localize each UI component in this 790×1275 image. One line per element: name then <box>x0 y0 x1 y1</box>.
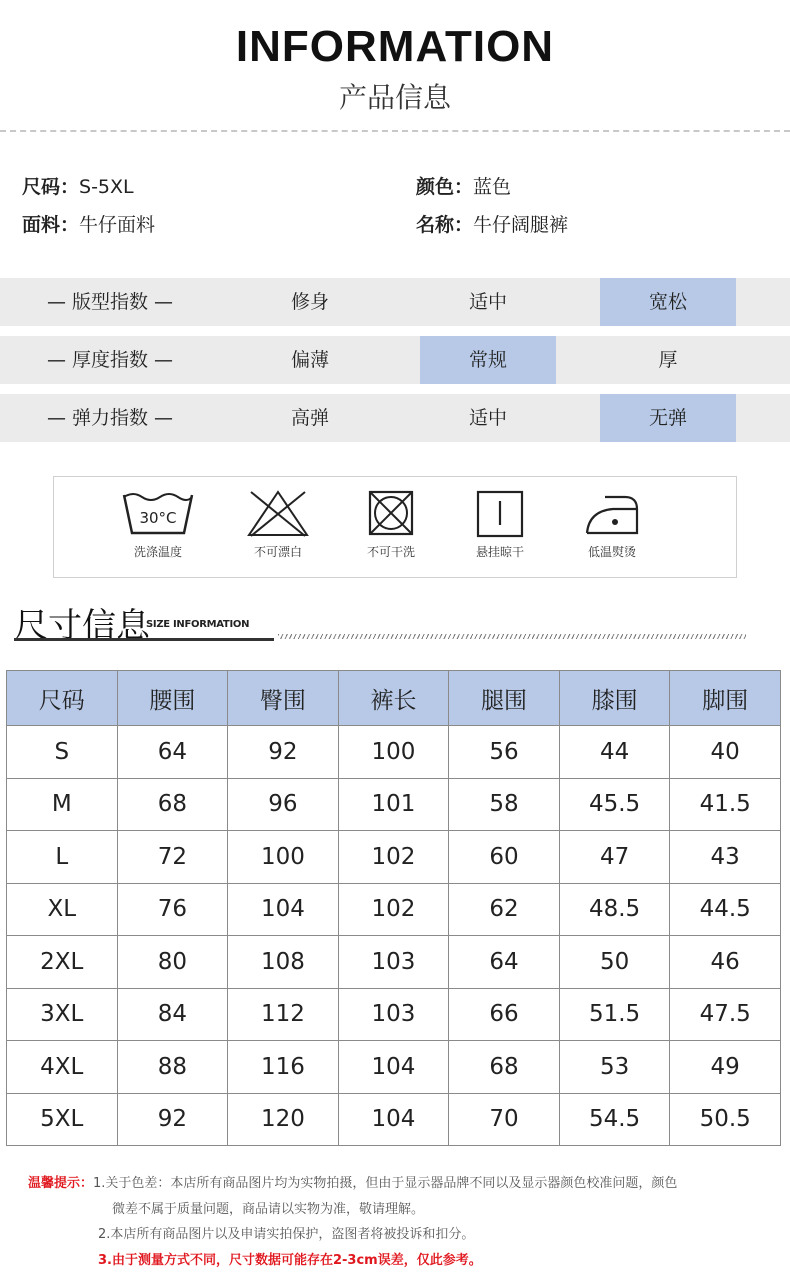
table-header-row <box>7 671 781 726</box>
size-cell: 4XL <box>7 1041 118 1094</box>
measurement-cell: 76 <box>117 883 228 936</box>
measurement-cell: 103 <box>338 988 449 1041</box>
notes-label: 温馨提示： <box>28 1176 94 1191</box>
measurement-cell: 101 <box>338 778 449 831</box>
rating-option: 修身 <box>290 291 329 313</box>
measurement-cell: 47.5 <box>670 988 781 1041</box>
measurement-cell: 112 <box>228 988 339 1041</box>
table-row <box>7 1093 781 1146</box>
measurement-cell: 102 <box>338 883 449 936</box>
measurement-cell: 80 <box>117 936 228 989</box>
info-key: 颜色： <box>416 176 474 198</box>
no-dry-clean-icon <box>358 489 424 539</box>
measurement-cell: 68 <box>449 1041 560 1094</box>
measurement-cell: 84 <box>117 988 228 1041</box>
info-key: 面料： <box>22 214 80 236</box>
info-value: 蓝色 <box>473 176 512 198</box>
column-header: 脚围 <box>670 671 781 726</box>
measurement-cell: 66 <box>449 988 560 1041</box>
rating-option: 适中 <box>468 407 507 429</box>
size-cell: 3XL <box>7 988 118 1041</box>
care-label: 不可漂白 <box>253 545 302 559</box>
size-section-title: 尺寸信息 <box>14 606 150 646</box>
info-name <box>416 210 568 237</box>
column-header: 腿围 <box>449 671 560 726</box>
rating-option: 适中 <box>468 291 507 313</box>
rating-thickness <box>0 336 790 384</box>
measurement-cell: 92 <box>228 726 339 779</box>
rating-label: — 版型指数 — <box>46 291 174 313</box>
rating-option: 无弹 <box>600 394 736 442</box>
care-label: 悬挂晾干 <box>475 545 524 559</box>
table-row <box>7 988 781 1041</box>
column-header: 腰围 <box>117 671 228 726</box>
measurement-cell: 58 <box>449 778 560 831</box>
size-cell: M <box>7 778 118 831</box>
measurement-cell: 120 <box>228 1093 339 1146</box>
care-wash <box>108 489 208 560</box>
care-dry-clean <box>341 489 441 560</box>
measurement-cell: 88 <box>117 1041 228 1094</box>
measurement-cell: 50 <box>559 936 670 989</box>
no-bleach-icon <box>245 489 311 539</box>
note-1 <box>28 1172 677 1191</box>
note-text: 1.关于色差：本店所有商品图片均为实物拍摄，但由于显示器品牌不同以及显示器颜色校准问题，颜色 <box>93 1176 678 1191</box>
measurement-cell: 103 <box>338 936 449 989</box>
table-row <box>7 726 781 779</box>
measurement-cell: 104 <box>338 1093 449 1146</box>
measurement-cell: 45.5 <box>559 778 670 831</box>
measurement-cell: 50.5 <box>670 1093 781 1146</box>
info-color <box>416 172 511 199</box>
measurement-cell: 64 <box>117 726 228 779</box>
measurement-cell: 96 <box>228 778 339 831</box>
measurement-cell: 104 <box>228 883 339 936</box>
measurement-cell: 100 <box>338 726 449 779</box>
rating-option: 高弹 <box>290 407 329 429</box>
care-label: 洗涤温度 <box>133 545 182 559</box>
info-key: 尺码： <box>22 176 80 198</box>
note-3: 3.由于测量方式不同，尺寸数据可能存在2-3cm误差，仅此参考。 <box>98 1253 482 1268</box>
measurement-cell: 62 <box>449 883 560 936</box>
measurement-cell: 102 <box>338 831 449 884</box>
rating-fit <box>0 278 790 326</box>
wash-temp-label: 30°C <box>139 509 177 527</box>
info-size <box>22 172 134 199</box>
measurement-cell: 64 <box>449 936 560 989</box>
rating-option: 厚 <box>658 349 678 371</box>
info-value: S-5XL <box>79 176 134 198</box>
size-cell: L <box>7 831 118 884</box>
info-fabric <box>22 210 155 237</box>
table-row <box>7 778 781 831</box>
measurement-cell: 70 <box>449 1093 560 1146</box>
rating-option: 偏薄 <box>290 349 329 371</box>
measurement-cell: 44 <box>559 726 670 779</box>
measurement-cell: 72 <box>117 831 228 884</box>
measurement-cell: 53 <box>559 1041 670 1094</box>
measurement-cell: 116 <box>228 1041 339 1094</box>
low-iron-icon <box>579 489 645 539</box>
rating-label: — 厚度指数 — <box>46 349 174 371</box>
measurement-cell: 54.5 <box>559 1093 670 1146</box>
measurement-cell: 104 <box>338 1041 449 1094</box>
rating-elasticity <box>0 394 790 442</box>
line-dry-icon <box>467 489 533 539</box>
measurement-cell: 68 <box>117 778 228 831</box>
column-header: 尺码 <box>7 671 118 726</box>
rating-label: — 弹力指数 — <box>46 407 174 429</box>
care-iron <box>562 489 662 560</box>
measurement-cell: 46 <box>670 936 781 989</box>
note-1-cont: 微差不属于质量问题，商品请以实物为准，敬请理解。 <box>112 1202 425 1217</box>
measurement-cell: 40 <box>670 726 781 779</box>
measurement-cell: 51.5 <box>559 988 670 1041</box>
size-cell: XL <box>7 883 118 936</box>
rating-option: 宽松 <box>600 278 736 326</box>
size-cell: S <box>7 726 118 779</box>
measurement-cell: 48.5 <box>559 883 670 936</box>
care-line-dry <box>450 489 550 560</box>
measurement-cell: 49 <box>670 1041 781 1094</box>
page-title: INFORMATION <box>235 22 555 71</box>
hatch-divider <box>278 634 746 639</box>
size-cell: 2XL <box>7 936 118 989</box>
measurement-cell: 47 <box>559 831 670 884</box>
info-value: 牛仔面料 <box>79 214 156 236</box>
table-row <box>7 831 781 884</box>
table-row <box>7 936 781 989</box>
care-label: 低温熨烫 <box>587 545 636 559</box>
page-subtitle: 产品信息 <box>338 81 451 114</box>
size-section-subtitle: SIZE INFORMATION <box>146 619 250 630</box>
measurement-cell: 108 <box>228 936 339 989</box>
size-cell: 5XL <box>7 1093 118 1146</box>
wash-30c-icon <box>120 489 196 539</box>
rating-option: 常规 <box>420 336 556 384</box>
info-key: 名称： <box>416 214 474 236</box>
measurement-cell: 56 <box>449 726 560 779</box>
dashed-divider <box>0 130 790 132</box>
column-header: 裤长 <box>338 671 449 726</box>
title-underline <box>14 638 274 641</box>
info-value: 牛仔阔腿裤 <box>473 214 569 236</box>
column-header: 臀围 <box>228 671 339 726</box>
care-label: 不可干洗 <box>366 545 415 559</box>
measurement-cell: 92 <box>117 1093 228 1146</box>
measurement-cell: 44.5 <box>670 883 781 936</box>
care-instructions <box>53 476 737 578</box>
measurement-cell: 60 <box>449 831 560 884</box>
measurement-cell: 41.5 <box>670 778 781 831</box>
care-bleach <box>228 489 328 560</box>
measurement-cell: 43 <box>670 831 781 884</box>
measurement-cell: 100 <box>228 831 339 884</box>
column-header: 膝围 <box>559 671 670 726</box>
size-table <box>6 670 781 1146</box>
note-2: 2.本店所有商品图片以及申请实拍保护，盗图者将被投诉和扣分。 <box>98 1227 475 1242</box>
table-row <box>7 883 781 936</box>
table-row <box>7 1041 781 1094</box>
